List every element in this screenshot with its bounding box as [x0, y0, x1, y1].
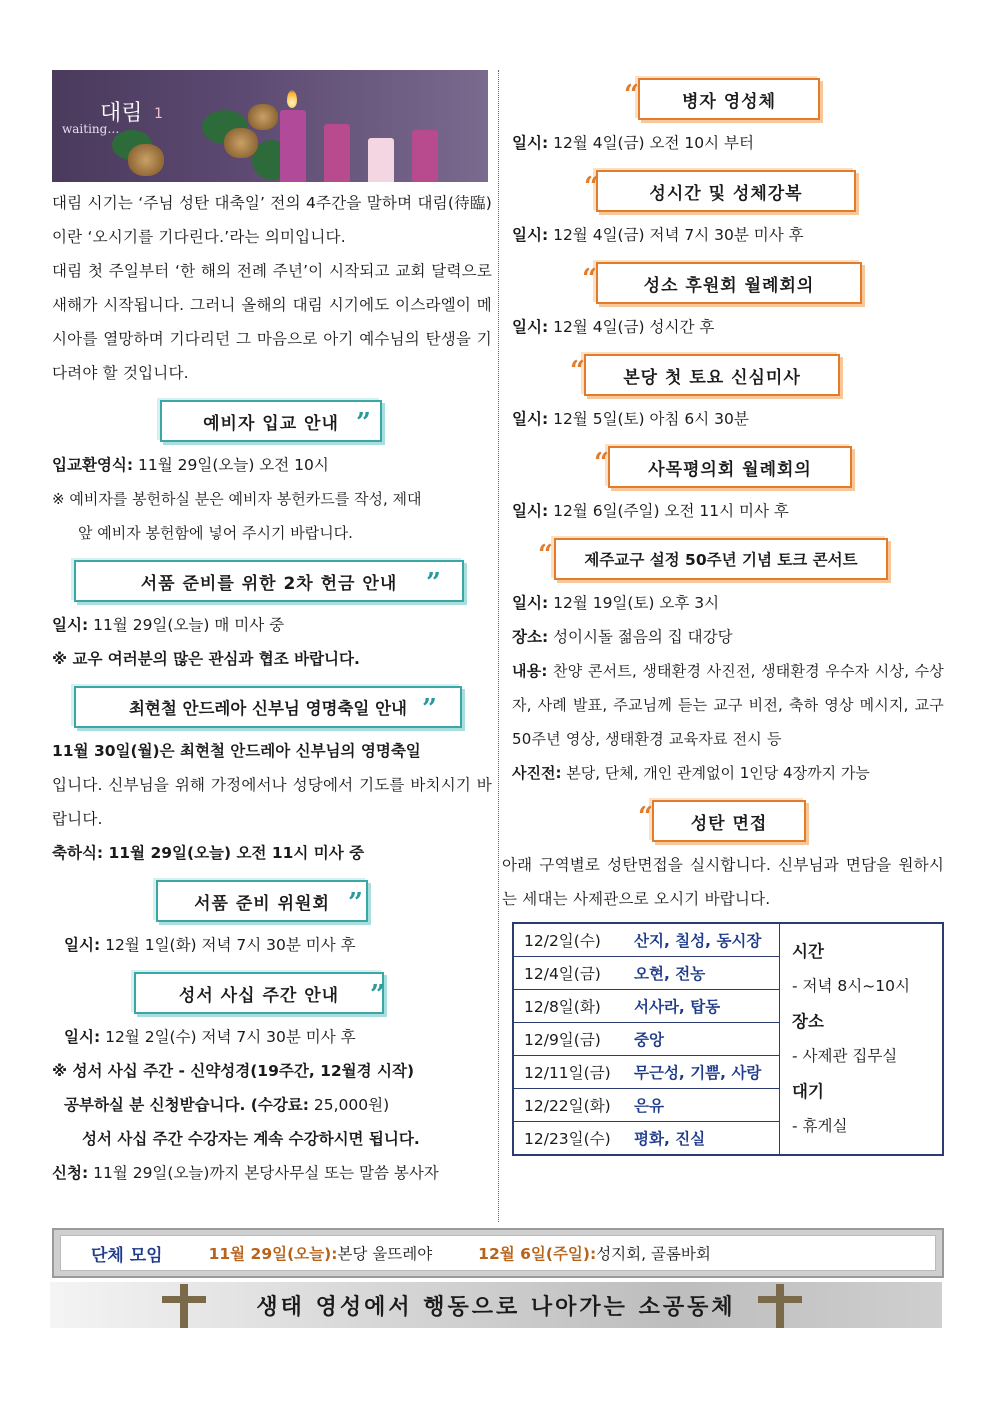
- schedule-date: 12/22일(화): [513, 1089, 634, 1122]
- quote-open-icon: “: [584, 172, 599, 202]
- bible-continue: 성서 사십 주간 수강자는 계속 수강하시면 됩니다.: [82, 1130, 420, 1148]
- schedule-area: 무근성, 기쁨, 사랑: [634, 1056, 780, 1089]
- quote-close-icon: ”: [370, 980, 385, 1010]
- group-date-1: 11월 29일(오늘):: [208, 1245, 338, 1263]
- support-date: 일시: 12월 4일(금) 성시간 후: [512, 318, 715, 336]
- schedule-date: 12/23일(수): [513, 1122, 634, 1156]
- pinecone-icon: [128, 144, 164, 176]
- concert-date: 일시: 12월 19일(토) 오후 3시: [512, 594, 720, 612]
- column-divider: [498, 70, 499, 1222]
- feast-title: 최현철 안드레아 신부님 영명축일 안내: [128, 699, 407, 718]
- schedule-area: 산지, 칠성, 동시장: [634, 923, 780, 957]
- feast-text: 입니다. 신부님을 위해 가정에서나 성당에서 기도를 바치시기 바랍니다.: [52, 776, 492, 828]
- intro-paragraph-1: 대림 시기는 ‘주님 성탄 대축일’ 전의 4주간을 말하며 대림(待臨)이란 ‘오시기를 기다린다.’라는 의미입니다.: [52, 194, 492, 246]
- support-header: [512, 258, 944, 306]
- schedule-info-time-value: - 저녁 8시~10시: [792, 977, 910, 995]
- feast-mass: 축하식: 11월 29일(오늘) 오전 11시 미사 중: [52, 844, 365, 862]
- bible-header: [52, 968, 492, 1016]
- schedule-date: 12/4일(금): [513, 957, 634, 990]
- saturday-date: 일시: 12월 5일(토) 아침 6시 30분: [512, 410, 749, 428]
- interview-header: [512, 796, 944, 844]
- schedule-info-place-value: - 사제관 집무실: [792, 1047, 898, 1065]
- schedule-info: [780, 923, 944, 1155]
- schedule-info-wait-label: 대기: [792, 1082, 824, 1101]
- footer-motto: 생태 영성에서 행동으로 나아가는 소공동체: [256, 1294, 736, 1320]
- sick-title: 병자 영성체: [681, 91, 777, 112]
- pastoral-title: 사목평의회 월례회의: [648, 459, 812, 480]
- banner-waiting: waiting…: [62, 122, 120, 136]
- quote-close-icon: ”: [426, 568, 441, 598]
- committee-header: [52, 876, 492, 924]
- candle-icon: [324, 124, 350, 182]
- collection-title: 서품 준비를 위한 2차 헌금 안내: [140, 573, 398, 594]
- concert-place: 장소: 성이시돌 젊음의 집 대강당: [512, 628, 733, 646]
- bible-apply: 신청: 11월 29일(오늘)까지 본당사무실 또는 말씀 봉사자: [52, 1164, 439, 1182]
- schedule-area: 은유: [634, 1089, 780, 1122]
- pinecone-icon: [224, 128, 258, 158]
- catechumen-title: 예비자 입교 안내: [203, 413, 339, 434]
- quote-open-icon: “: [582, 264, 597, 294]
- banner-number: 1: [154, 106, 163, 122]
- schedule-info-place-label: 장소: [792, 1012, 824, 1031]
- candle-icon: [412, 130, 438, 182]
- holyhour-header: [512, 166, 944, 214]
- schedule-info-time-label: 시간: [792, 942, 824, 961]
- catechumen-date: 입교환영식: 11월 29일(오늘) 오전 10시: [52, 456, 329, 474]
- bible-note: ※ 성서 사십 주간 - 신약성경(19주간, 12월경 시작): [52, 1062, 415, 1080]
- right-column: [502, 70, 944, 1156]
- interview-schedule-table: [512, 922, 944, 1156]
- saturday-title: 본당 첫 토요 신심미사: [623, 367, 801, 388]
- support-title: 성소 후원회 월례회의: [643, 275, 815, 296]
- interview-text: 아래 구역별로 성탄면접을 실시합니다. 신부님과 면담을 원하시는 세대는 사제관으로 오시기 바랍니다.: [502, 856, 944, 908]
- group-meetings-bar: [52, 1228, 944, 1278]
- footer-banner: [50, 1282, 942, 1328]
- bible-fee: 공부하실 분 신청받습니다. (수강료: 25,000원): [64, 1096, 390, 1114]
- schedule-date: 12/9일(금): [513, 1023, 634, 1056]
- catechumen-note: ※ 예비자를 봉헌하실 분은 예비자 봉헌카드를 작성, 제대: [52, 490, 422, 508]
- schedule-area: 중앙: [634, 1023, 780, 1056]
- banner-title: 대림: [100, 101, 143, 126]
- quote-open-icon: “: [638, 802, 653, 832]
- candle-flame-icon: [287, 90, 297, 108]
- saturday-header: [512, 350, 944, 398]
- quote-open-icon: “: [594, 448, 609, 478]
- quote-open-icon: “: [538, 540, 553, 570]
- candle-icon: [368, 138, 394, 182]
- quote-open-icon: “: [624, 80, 639, 110]
- quote-close-icon: ”: [356, 408, 371, 438]
- sick-header: [512, 74, 944, 122]
- collection-header: [52, 556, 492, 604]
- quote-open-icon: “: [570, 356, 585, 386]
- sick-date: 일시: 12월 4일(금) 오전 10시 부터: [512, 134, 754, 152]
- schedule-date: 12/2일(수): [513, 923, 634, 957]
- collection-note: ※ 교우 여러분의 많은 관심과 협조 바랍니다.: [52, 650, 360, 668]
- schedule-row: [513, 923, 943, 957]
- collection-date: 일시: 11월 29일(오늘) 매 미사 중: [52, 616, 285, 634]
- concert-header: [512, 534, 944, 582]
- candle-icon: [280, 110, 306, 182]
- schedule-area: 평화, 진실: [634, 1122, 780, 1156]
- cross-icon: [162, 1284, 206, 1328]
- pinecone-icon: [248, 104, 278, 130]
- committee-date: 일시: 12월 1일(화) 저녁 7시 30분 미사 후: [64, 936, 356, 954]
- group-value-1: 본당 울뜨레야: [337, 1245, 433, 1263]
- holyhour-date: 일시: 12월 4일(금) 저녁 7시 30분 미사 후: [512, 226, 804, 244]
- schedule-date: 12/11일(금): [513, 1056, 634, 1089]
- advent-banner: [52, 70, 488, 182]
- group-value-2: 성지회, 골롬바회: [596, 1245, 711, 1263]
- left-column: [52, 70, 492, 1190]
- bible-title: 성서 사십 주간 안내: [178, 985, 340, 1006]
- interview-title: 성탄 면접: [690, 813, 768, 834]
- feast-text-bold: 11월 30일(월)은 최현철 안드레아 신부님의 영명축일: [52, 742, 421, 760]
- catechumen-note-2: 앞 예비자 봉헌함에 넣어 주시기 바랍니다.: [78, 524, 353, 542]
- cross-icon: [758, 1284, 802, 1328]
- concert-photo: 사진전: 본당, 단체, 개인 관계없이 1인당 4장까지 가능: [512, 764, 870, 782]
- schedule-date: 12/8일(화): [513, 990, 634, 1023]
- committee-title: 서품 준비 위원회: [194, 893, 330, 914]
- quote-close-icon: ”: [348, 888, 363, 918]
- schedule-area: 오현, 전농: [634, 957, 780, 990]
- pastoral-header: [512, 442, 944, 490]
- catechumen-header: [52, 396, 492, 444]
- schedule-info-wait-value: - 휴게실: [792, 1117, 848, 1135]
- intro-paragraph-2: 대림 첫 주일부터 ‘한 해의 전례 주년’이 시작되고 교회 달력으로 새해가 시작됩니다. 그러니 올해의 대림 시기에도 이스라엘이 메시아를 열망하며 기다리던 그 마음으로 아기 예수님의 탄생을 기다려야 할 것입니다.: [52, 262, 492, 382]
- quote-close-icon: ”: [422, 694, 437, 724]
- group-meetings-title: 단체 모임: [91, 1245, 163, 1266]
- feast-header: [52, 682, 492, 730]
- bible-date: 일시: 12월 2일(수) 저녁 7시 30분 미사 후: [64, 1028, 356, 1046]
- concert-content: 내용: 찬양 콘서트, 생태환경 사진전, 생태환경 우수자 시상, 수상자, 사례 발표, 주교님께 듣는 교구 비전, 축하 영상 메시지, 교구 50주년 영상, 생태환경 교육자료 전시 등: [512, 662, 944, 748]
- group-date-2: 12월 6일(주일):: [478, 1245, 597, 1263]
- holyhour-title: 성시간 및 성체강복: [649, 183, 803, 204]
- concert-title: 제주교구 설정 50주년 기념 토크 콘서트: [584, 551, 858, 569]
- pastoral-date: 일시: 12월 6일(주일) 오전 11시 미사 후: [512, 502, 789, 520]
- schedule-area: 서사라, 탑동: [634, 990, 780, 1023]
